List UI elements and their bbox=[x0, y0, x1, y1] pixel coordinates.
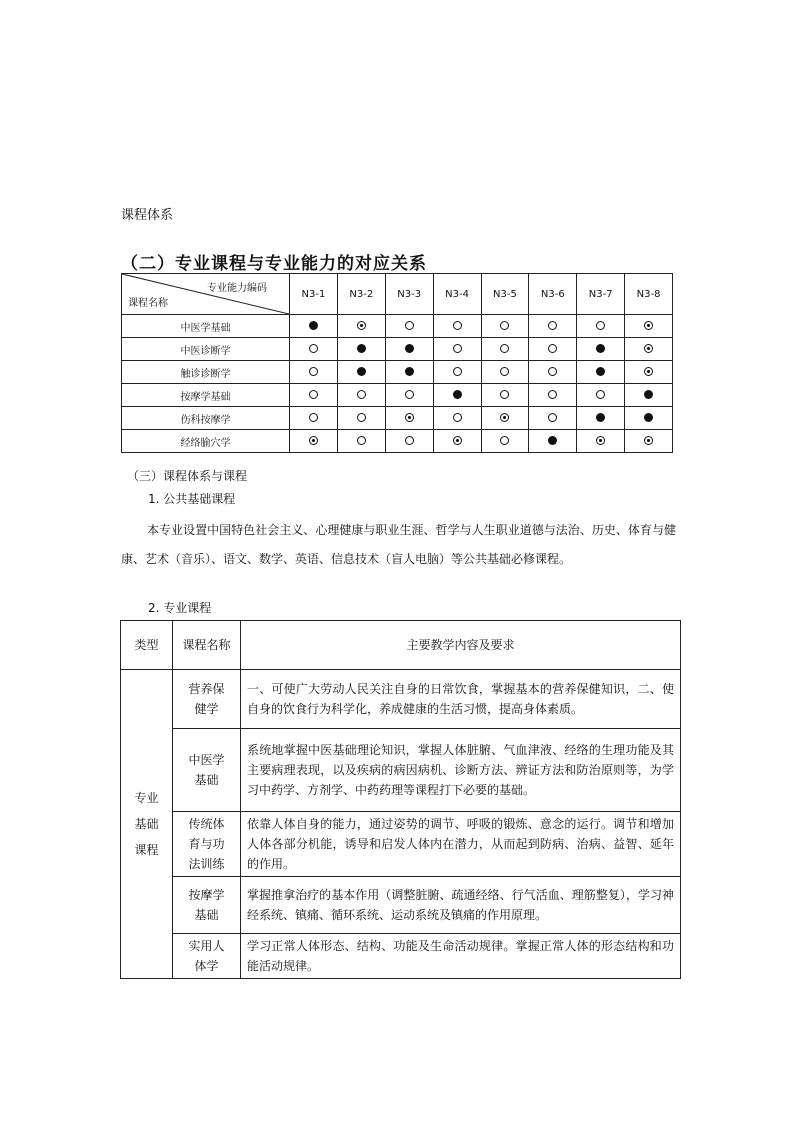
relation-mark-icon bbox=[548, 413, 557, 422]
matrix-cell bbox=[529, 407, 577, 430]
header-content: 主要教学内容及要求 bbox=[241, 621, 681, 670]
matrix-course-name: 经络腧穴学 bbox=[122, 430, 290, 453]
course-row bbox=[121, 877, 681, 934]
relation-mark-icon bbox=[596, 436, 605, 445]
subsection-title-professional-courses: 2. 专业课程 bbox=[148, 601, 212, 615]
matrix-cell bbox=[529, 384, 577, 407]
matrix-cell bbox=[337, 407, 385, 430]
relation-mark-icon bbox=[596, 321, 605, 330]
course-type-cell: 专业基础课程 bbox=[121, 670, 173, 979]
relation-mark-icon bbox=[453, 413, 462, 422]
matrix-column-header: N3-5 bbox=[481, 274, 529, 315]
relation-mark-icon bbox=[357, 413, 366, 422]
relation-mark-icon bbox=[500, 436, 509, 445]
matrix-cell bbox=[433, 315, 481, 338]
matrix-course-name: 按摩学基础 bbox=[122, 384, 290, 407]
relation-mark-icon bbox=[405, 436, 414, 445]
matrix-cell bbox=[577, 361, 625, 384]
relation-mark-icon bbox=[500, 321, 509, 330]
relation-mark-icon bbox=[596, 413, 605, 422]
relation-mark-icon bbox=[548, 436, 557, 445]
course-content-cell: 一、可使广大劳动人民关注自身的日常饮食，掌握基本的营养保健知识，二、使自身的饮食行为科学化，养成健康的生活习惯，提高身体素质。 bbox=[241, 670, 681, 729]
matrix-column-header: N3-6 bbox=[529, 274, 577, 315]
course-name-cell: 传统体育与功法训练 bbox=[173, 812, 241, 877]
matrix-cell bbox=[337, 315, 385, 338]
matrix-cell bbox=[577, 384, 625, 407]
matrix-header-row bbox=[122, 274, 673, 315]
subsection-title-curriculum: （三）课程体系与课程 bbox=[127, 469, 248, 483]
matrix-course-name: 触诊诊断学 bbox=[122, 361, 290, 384]
relation-mark-icon bbox=[548, 321, 557, 330]
matrix-cell bbox=[433, 407, 481, 430]
matrix-cell bbox=[385, 315, 433, 338]
matrix-cell bbox=[385, 338, 433, 361]
relation-mark-icon bbox=[405, 413, 414, 422]
matrix-cell bbox=[529, 338, 577, 361]
relation-mark-icon bbox=[500, 367, 509, 376]
relation-mark-icon bbox=[644, 413, 653, 422]
course-name-cell: 按摩学基础 bbox=[173, 877, 241, 934]
matrix-header-bottom-label: 课程名称 bbox=[128, 298, 168, 309]
matrix-cell bbox=[385, 384, 433, 407]
relation-mark-icon bbox=[405, 367, 414, 376]
relation-mark-icon bbox=[309, 344, 318, 353]
matrix-cell bbox=[481, 315, 529, 338]
matrix-cell bbox=[290, 315, 338, 338]
relation-mark-icon bbox=[548, 367, 557, 376]
matrix-cell bbox=[433, 361, 481, 384]
relation-mark-icon bbox=[309, 390, 318, 399]
matrix-course-name: 伤科按摩学 bbox=[122, 407, 290, 430]
matrix-cell bbox=[625, 315, 673, 338]
matrix-row bbox=[122, 361, 673, 384]
matrix-column-header: N3-2 bbox=[337, 274, 385, 315]
competency-matrix bbox=[121, 273, 673, 453]
course-content-cell: 学习正常人体形态、结构、功能及生命活动规律。掌握正常人体的形态结构和功能活动规律。 bbox=[241, 934, 681, 979]
matrix-column-header: N3-1 bbox=[290, 274, 338, 315]
matrix-cell bbox=[529, 430, 577, 453]
relation-mark-icon bbox=[453, 321, 462, 330]
matrix-row bbox=[122, 430, 673, 453]
matrix-cell bbox=[433, 430, 481, 453]
matrix-cell bbox=[385, 361, 433, 384]
relation-mark-icon bbox=[405, 390, 414, 399]
relation-mark-icon bbox=[357, 390, 366, 399]
matrix-cell bbox=[290, 361, 338, 384]
matrix-row bbox=[122, 384, 673, 407]
relation-mark-icon bbox=[453, 367, 462, 376]
matrix-cell bbox=[337, 384, 385, 407]
matrix-cell bbox=[385, 407, 433, 430]
course-row bbox=[121, 934, 681, 979]
matrix-cell bbox=[290, 430, 338, 453]
matrix-row bbox=[122, 407, 673, 430]
course-content-cell: 依靠人体自身的能力，通过姿势的调节、呼吸的锻炼、意念的运行。调节和增加人体各部分机能，诱导和启发人体内在潜力，从而起到防病、治病、益智、延年的作用。 bbox=[241, 812, 681, 877]
matrix-column-header: N3-7 bbox=[577, 274, 625, 315]
relation-mark-icon bbox=[644, 344, 653, 353]
relation-mark-icon bbox=[309, 413, 318, 422]
relation-mark-icon bbox=[453, 390, 462, 399]
relation-mark-icon bbox=[644, 321, 653, 330]
matrix-cell bbox=[385, 430, 433, 453]
matrix-column-header: N3-8 bbox=[625, 274, 673, 315]
public-courses-paragraph: 本专业设置中国特色社会主义、心理健康与职业生涯、哲学与人生职业道德与法治、历史、体育与健康、艺术（音乐）、语文、数学、英语、信息技术（盲人电脑）等公共基础必修课程。 bbox=[121, 523, 676, 566]
matrix-cell bbox=[625, 430, 673, 453]
professional-courses-table bbox=[120, 620, 681, 979]
matrix-cell bbox=[290, 407, 338, 430]
relation-mark-icon bbox=[405, 344, 414, 353]
relation-mark-icon bbox=[644, 367, 653, 376]
matrix-row bbox=[122, 315, 673, 338]
matrix-cell bbox=[481, 361, 529, 384]
matrix-column-header: N3-3 bbox=[385, 274, 433, 315]
relation-mark-icon bbox=[309, 367, 318, 376]
relation-mark-icon bbox=[500, 344, 509, 353]
relation-mark-icon bbox=[309, 321, 318, 330]
matrix-cell bbox=[481, 430, 529, 453]
section-title: （二）专业课程与专业能力的对应关系 bbox=[121, 254, 427, 274]
matrix-cell bbox=[433, 384, 481, 407]
relation-mark-icon bbox=[500, 413, 509, 422]
matrix-cell bbox=[290, 384, 338, 407]
course-name-cell: 中医学基础 bbox=[173, 729, 241, 812]
matrix-cell bbox=[337, 361, 385, 384]
header-course-name: 课程名称 bbox=[173, 621, 241, 670]
matrix-cell bbox=[577, 338, 625, 361]
matrix-cell bbox=[577, 315, 625, 338]
matrix-cell bbox=[481, 407, 529, 430]
matrix-cell bbox=[433, 338, 481, 361]
relation-mark-icon bbox=[596, 390, 605, 399]
relation-mark-icon bbox=[596, 344, 605, 353]
relation-mark-icon bbox=[644, 390, 653, 399]
course-row bbox=[121, 670, 681, 729]
relation-mark-icon bbox=[548, 390, 557, 399]
relation-mark-icon bbox=[309, 436, 318, 445]
matrix-cell bbox=[625, 407, 673, 430]
relation-mark-icon bbox=[357, 436, 366, 445]
matrix-cell bbox=[481, 384, 529, 407]
matrix-cell bbox=[529, 315, 577, 338]
relation-mark-icon bbox=[453, 436, 462, 445]
course-row bbox=[121, 812, 681, 877]
system-title: 课程体系 bbox=[121, 208, 174, 223]
course-content-cell: 系统地掌握中医基础理论知识，掌握人体脏腑、气血津液、经络的生理功能及其主要病理表现，以及疾病的病因病机、诊断方法、辨证方法和防治原则等，为学习中药学、方剂学、中药药理等课程打下必要的基础。 bbox=[241, 729, 681, 812]
relation-mark-icon bbox=[453, 344, 462, 353]
course-name-cell: 营养保健学 bbox=[173, 670, 241, 729]
course-name-cell: 实用人体学 bbox=[173, 934, 241, 979]
matrix-cell bbox=[337, 338, 385, 361]
relation-mark-icon bbox=[357, 344, 366, 353]
matrix-header-top-label: 专业能力编码 bbox=[207, 283, 267, 294]
subsection-title-public-courses: 1. 公共基础课程 bbox=[148, 492, 236, 506]
matrix-cell bbox=[625, 361, 673, 384]
matrix-course-name: 中医诊断学 bbox=[122, 338, 290, 361]
courses-header-row bbox=[121, 621, 681, 670]
matrix-cell bbox=[577, 430, 625, 453]
matrix-cell bbox=[625, 384, 673, 407]
matrix-cell bbox=[529, 361, 577, 384]
relation-mark-icon bbox=[357, 321, 366, 330]
matrix-cell bbox=[290, 338, 338, 361]
course-row bbox=[121, 729, 681, 812]
matrix-cell bbox=[577, 407, 625, 430]
relation-mark-icon bbox=[644, 436, 653, 445]
matrix-diagonal-header bbox=[122, 274, 290, 315]
matrix-cell bbox=[625, 338, 673, 361]
relation-mark-icon bbox=[500, 390, 509, 399]
matrix-row bbox=[122, 338, 673, 361]
relation-mark-icon bbox=[596, 367, 605, 376]
relation-mark-icon bbox=[357, 367, 366, 376]
matrix-cell bbox=[481, 338, 529, 361]
matrix-cell bbox=[337, 430, 385, 453]
relation-mark-icon bbox=[405, 321, 414, 330]
header-type: 类型 bbox=[121, 621, 173, 670]
matrix-course-name: 中医学基础 bbox=[122, 315, 290, 338]
matrix-column-header: N3-4 bbox=[433, 274, 481, 315]
course-content-cell: 掌握推拿治疗的基本作用（调整脏腑、疏通经络、行气活血、理筋整复），学习神经系统、镇痛、循环系统、运动系统及镇痛的作用原理。 bbox=[241, 877, 681, 934]
relation-mark-icon bbox=[548, 344, 557, 353]
